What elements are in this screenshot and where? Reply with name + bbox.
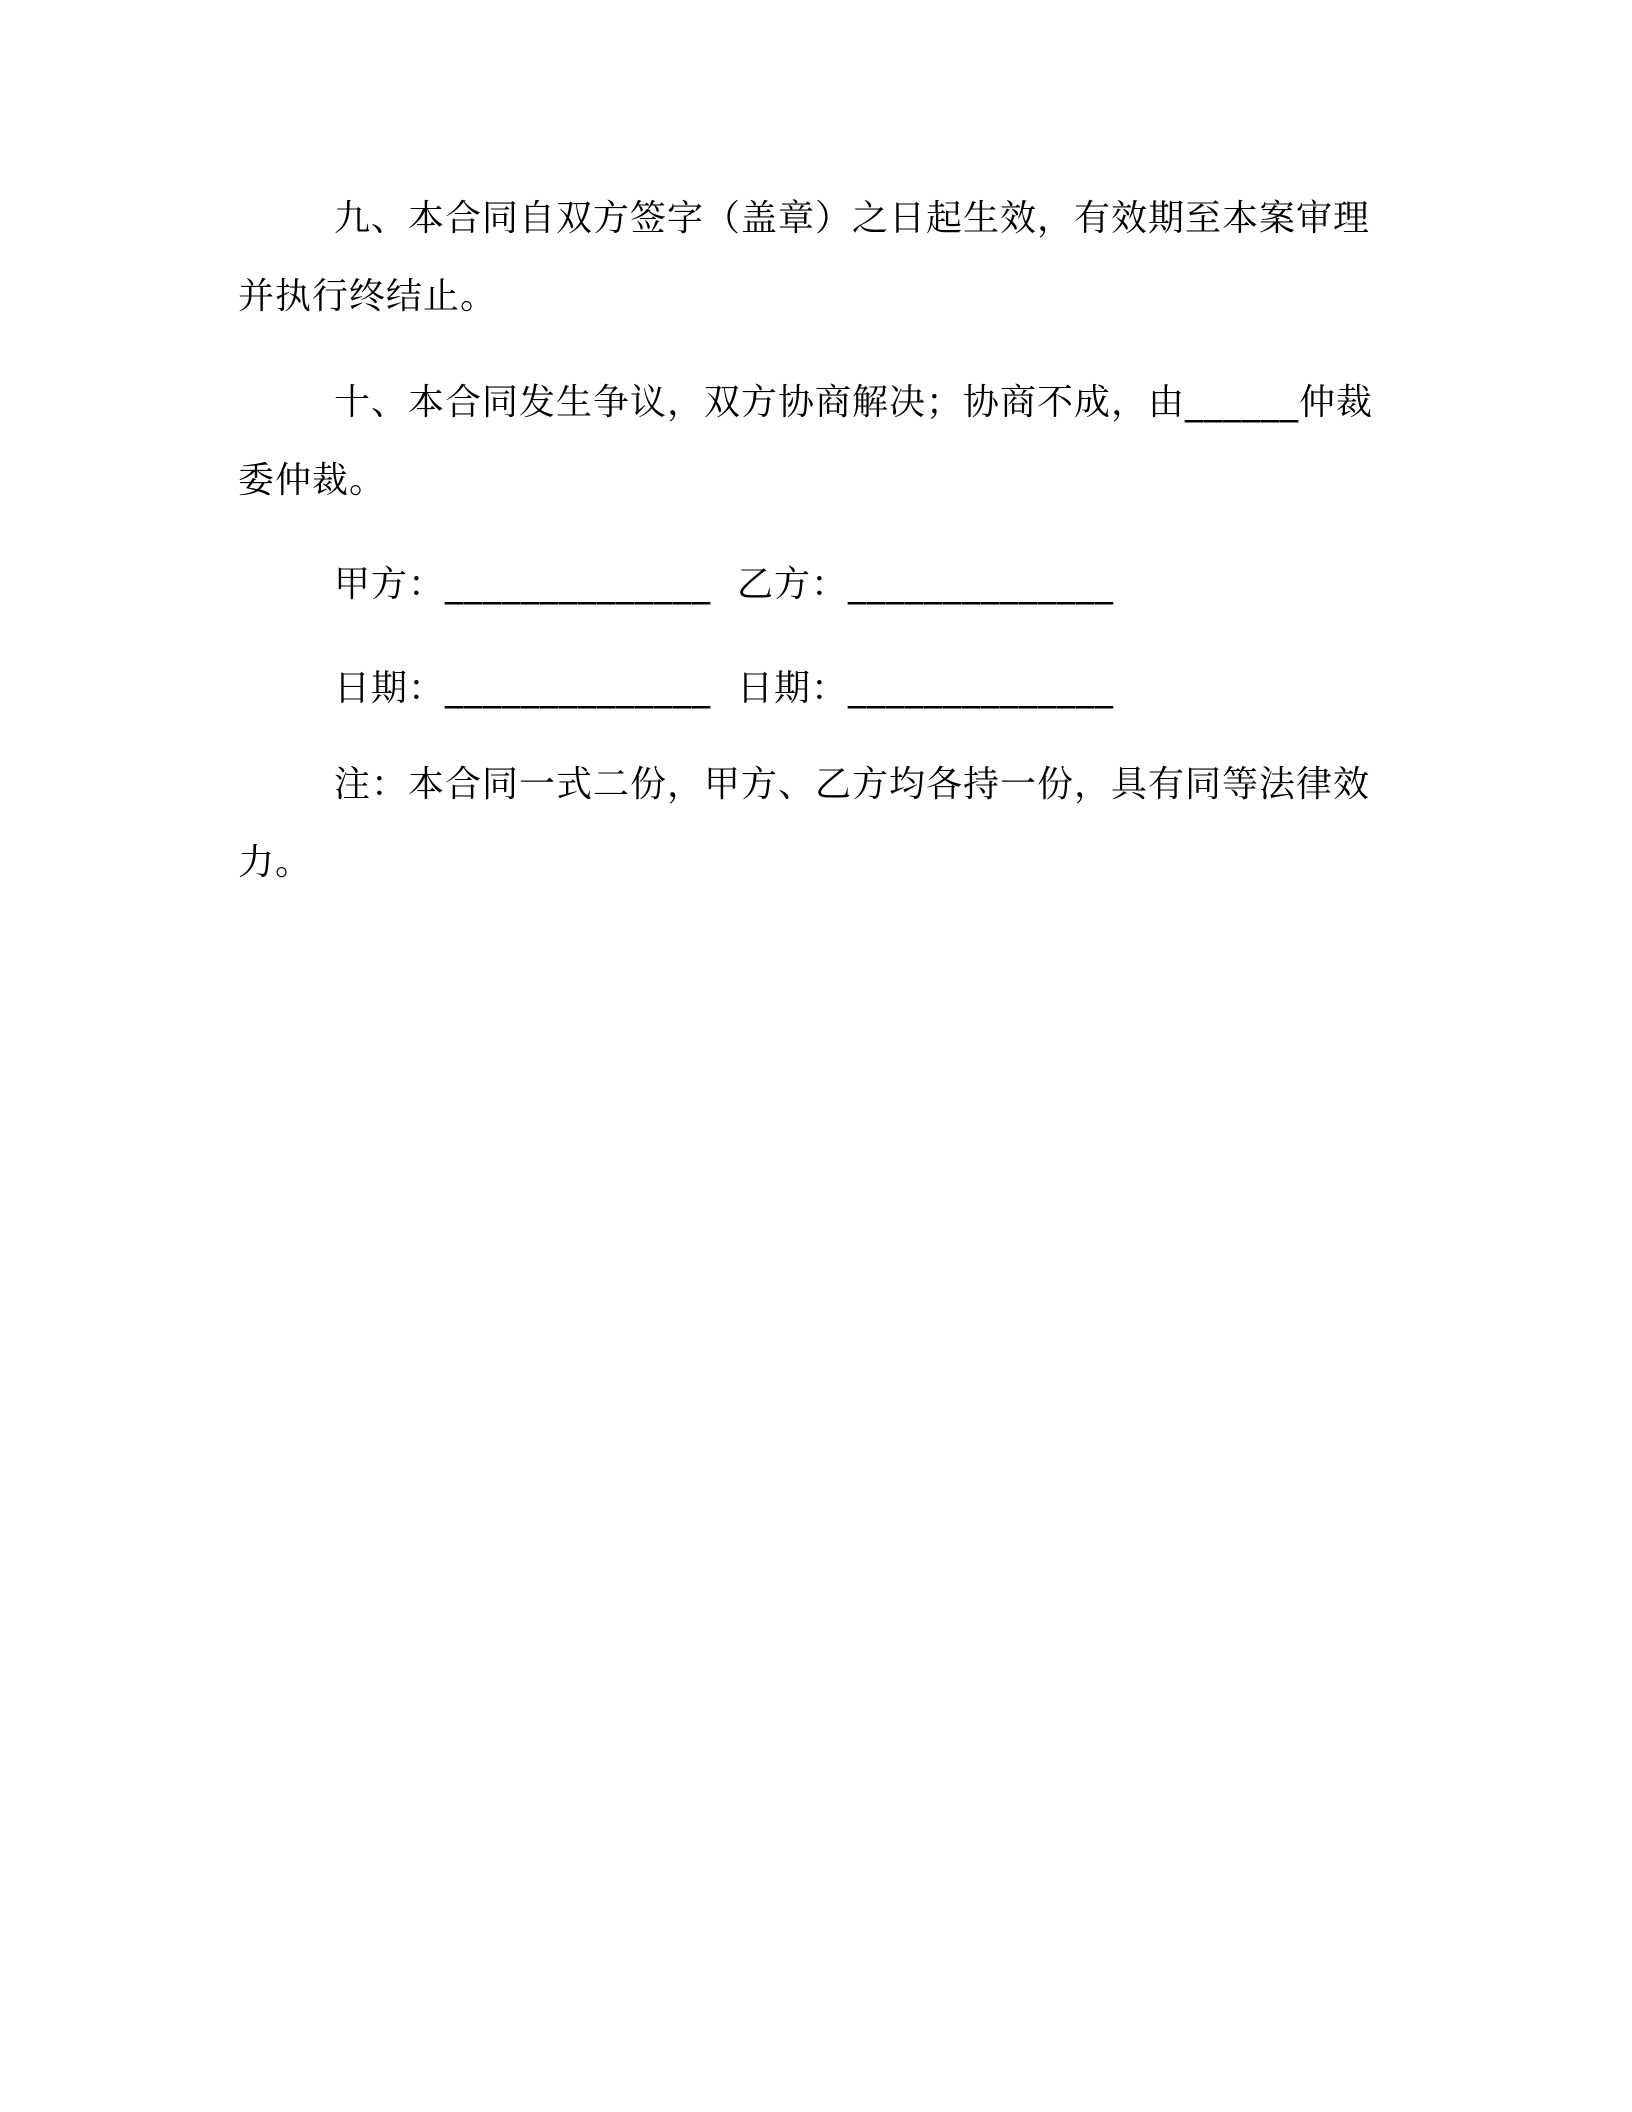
signature-parties-row bbox=[334, 560, 1114, 610]
party-a-date-field: 日期：______________ bbox=[334, 668, 712, 709]
clause-10: 十、本合同发生争议，双方协商解决；协商不成，由______仲裁委仲裁。 bbox=[238, 382, 1374, 501]
party-b-date-field: 日期：______________ bbox=[737, 668, 1115, 709]
signature-dates-row bbox=[334, 664, 1114, 714]
note-paragraph: 注：本合同一式二份，甲方、乙方均各持一份，具有同等法律效力。 bbox=[238, 764, 1371, 883]
clause-9: 九、本合同自双方签字（盖章）之日起生效，有效期至本案审理并执行终结止。 bbox=[238, 198, 1371, 317]
party-b-signature-field: 乙方：______________ bbox=[737, 564, 1115, 605]
party-a-signature-field: 甲方：______________ bbox=[334, 564, 712, 605]
